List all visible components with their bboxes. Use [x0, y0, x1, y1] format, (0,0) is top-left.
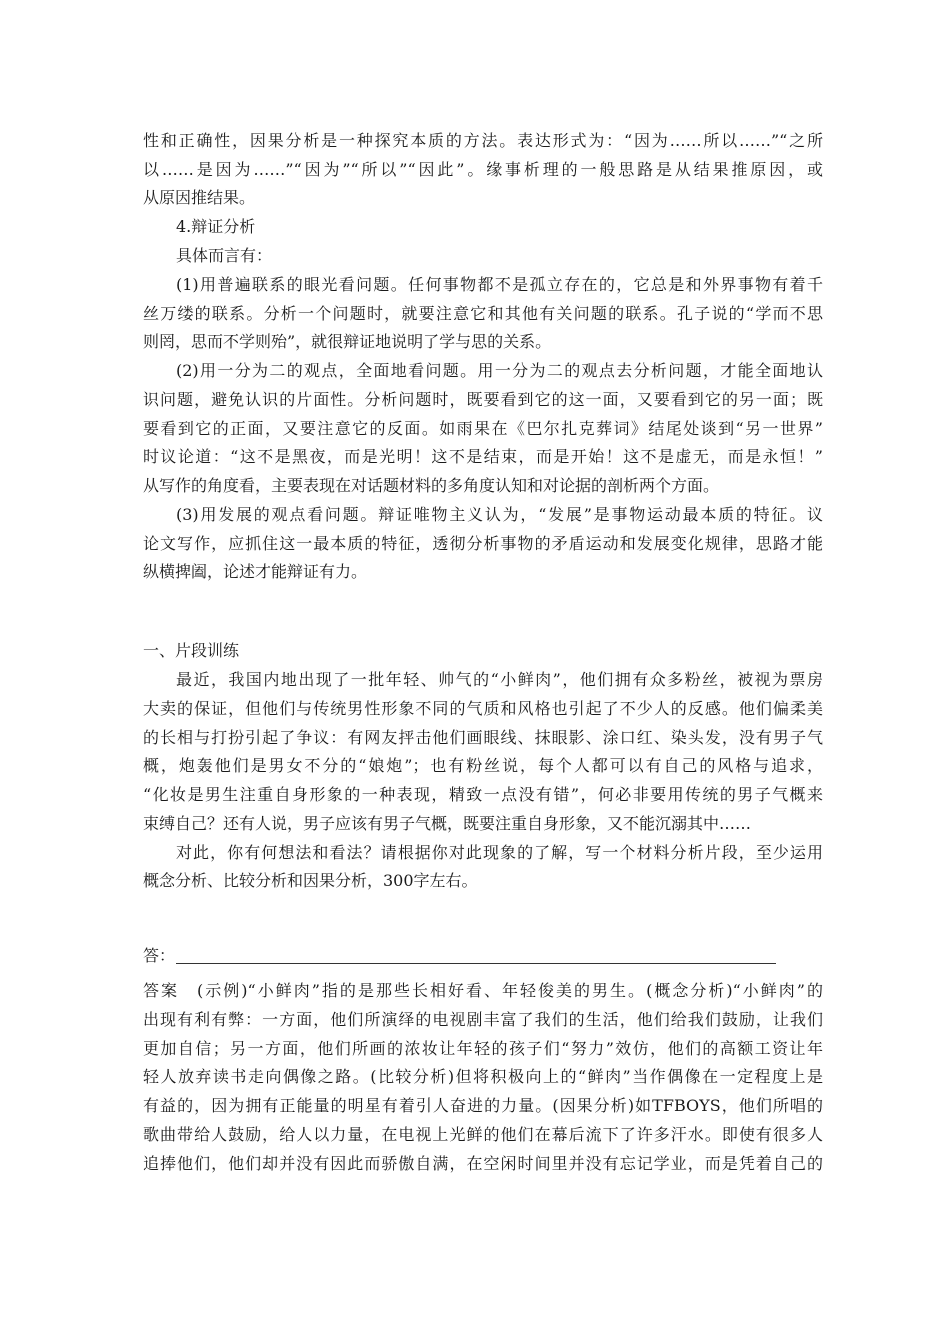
answer-line: 歌曲带给人鼓励，给人以力量，在电视上光鲜的他们在幕后流下了许多汗水。即使有很多人	[143, 1125, 823, 1144]
answer-line: 出现有利有弊：一方面，他们所演绎的电视剧丰富了我们的生活，他们给我们鼓励，让我们	[143, 1010, 823, 1029]
paragraph-line: 从写作的角度看，主要表现在对话题材料的多角度认知和对论据的剖析两个方面。	[143, 476, 720, 495]
paragraph-line: 概，炮轰他们是男女不分的“娘炮”；也有粉丝说，每个人都可以有自己的风格与追求，	[143, 756, 823, 775]
answer-line: 答案 (示例)“小鲜肉”指的是那些长相好看、年轻俊美的男生。(概念分析)“小鲜肉”的	[143, 981, 823, 1000]
paragraph-line: 纵横捭阖，论述才能辩证有力。	[143, 562, 368, 581]
paragraph-line: 论文写作，应抓住这一最本质的特征，透彻分析事物的矛盾运动和发展变化规律，思路才能	[143, 534, 823, 553]
paragraph-line: 最近，我国内地出现了一批年轻、帅气的“小鲜肉”，他们拥有众多粉丝，被视为票房	[176, 670, 823, 689]
answer-line: 有益的，因为拥有正能量的明星有着引人奋进的力量。(因果分析)如TFBOYS，他们所唱的	[143, 1096, 823, 1115]
paragraph-line: 大卖的保证，但他们与传统男性形象不同的气质和风格也引起了不少人的反感。他们偏柔美	[143, 699, 823, 718]
paragraph-line: (3)用发展的观点看问题。辩证唯物主义认为，“发展”是事物运动最本质的特征。议	[176, 505, 823, 524]
paragraph-line: 概念分析、比较分析和因果分析，300字左右。	[143, 871, 478, 890]
paragraph-line: 从原因推结果。	[143, 188, 256, 207]
paragraph-line: 要看到它的正面，又要注意它的反面。如雨果在《巴尔扎克葬词》结尾处谈到“另一世界”	[143, 419, 823, 438]
answer-line: 轻人放弃读书走向偶像之路。(比较分析)但将积极向上的“鲜肉”当作偶像在一定程度上是	[143, 1067, 823, 1086]
answer-line: 更加自信；另一方面，他们所画的浓妆让年轻的孩子们“努力”效仿，他们的高额工资让年	[143, 1039, 823, 1058]
paragraph-line: 时议论道：“这不是黑夜，而是光明！这不是结束，而是开始！这不是虚无，而是永恒！”	[143, 447, 823, 466]
paragraph-line: 丝万缕的联系。分析一个问题时，就要注意它和其他有关问题的联系。孔子说的“学而不思	[143, 304, 823, 323]
answer-label: 答：	[143, 946, 176, 965]
section-heading: 一、片段训练	[143, 641, 240, 660]
section-heading: 4.辩证分析	[176, 217, 256, 236]
paragraph-line: 以……是因为……”“因为”“所以”“因此”。缘事析理的一般思路是从结果推原因，或	[143, 160, 823, 179]
paragraph-line: (2)用一分为二的观点，全面地看问题。用一分为二的观点去分析问题，才能全面地认	[176, 361, 823, 380]
paragraph-line: 对此，你有何想法和看法？请根据你对此现象的了解，写一个材料分析片段，至少运用	[176, 843, 823, 862]
answer-blank-line	[176, 963, 776, 964]
paragraph-line: (1)用普遍联系的眼光看问题。任何事物都不是孤立存在的，它总是和外界事物有着千	[176, 275, 823, 294]
paragraph-line: “化妆是男生注重自身形象的一种表现，精致一点没有错”，何必非要用传统的男子气概来	[143, 785, 823, 804]
paragraph-line: 具体而言有：	[176, 246, 273, 265]
paragraph-line: 性和正确性，因果分析是一种探究本质的方法。表达形式为：“因为……所以……”“之所	[143, 131, 823, 150]
paragraph-line: 则罔，思而不学则殆”，就很辩证地说明了学与思的关系。	[143, 332, 552, 351]
paragraph-line: 束缚自己？还有人说，男子应该有男子气概，既要注重自身形象，又不能沉溺其中……	[143, 814, 752, 833]
paragraph-line: 的长相与打扮引起了争议：有网友抨击他们画眼线、抹眼影、涂口红、染头发，没有男子气	[143, 728, 823, 747]
answer-line: 追捧他们，他们却并没有因此而骄傲自满，在空闲时间里并没有忘记学业，而是凭着自己的	[143, 1154, 823, 1173]
paragraph-line: 识问题，避免认识的片面性。分析问题时，既要看到它的这一面，又要看到它的另一面；既	[143, 390, 823, 409]
